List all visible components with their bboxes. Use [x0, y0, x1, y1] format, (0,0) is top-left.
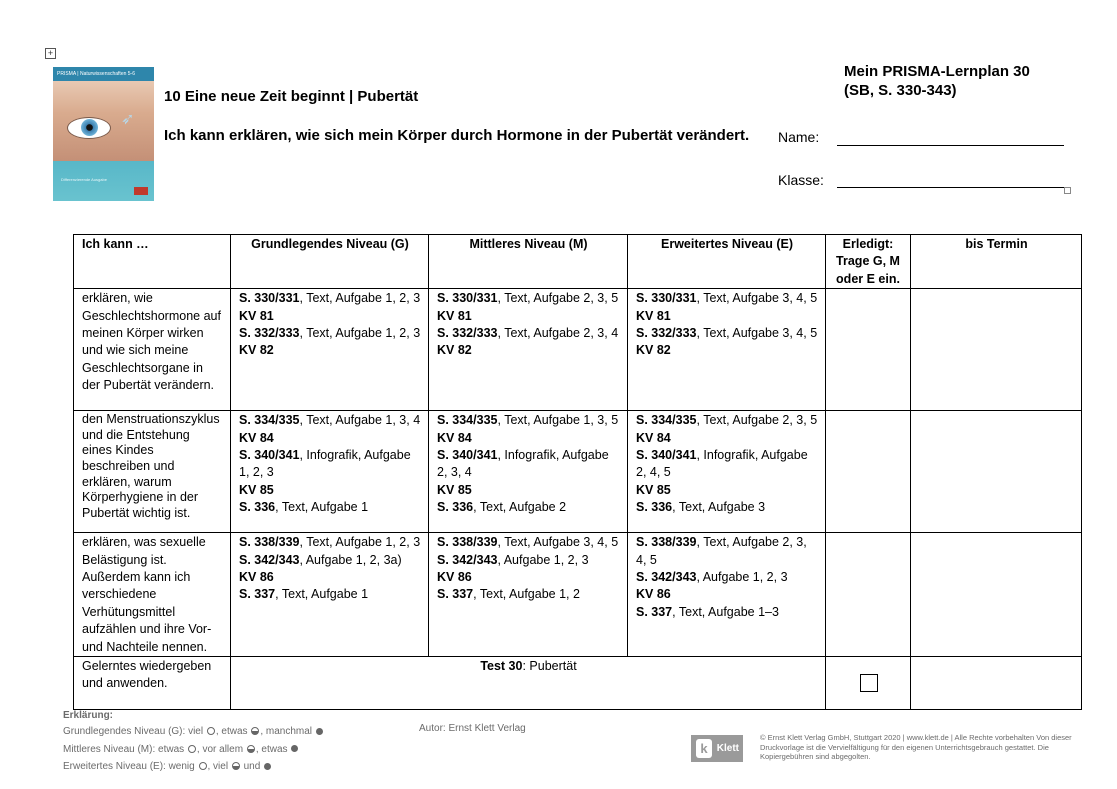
task-line: [239, 534, 421, 551]
legend-g-text-2: , etwas: [215, 726, 248, 737]
task-line: [239, 290, 421, 307]
task-reference: KV 81: [239, 308, 274, 323]
task-line: [437, 447, 620, 482]
task-reference: KV 86: [437, 570, 472, 585]
task-reference: S. 336: [636, 500, 673, 515]
task-detail: , Text, Aufgabe 2, 3, 4, 5: [636, 535, 807, 567]
task-reference: S. 334/335: [239, 413, 300, 428]
task-line: [437, 499, 620, 516]
task-line: [636, 308, 818, 325]
cover-face: [53, 81, 154, 161]
cell-done-test: [826, 657, 911, 710]
name-field[interactable]: [837, 145, 1064, 146]
task-reference: S. 342/343: [437, 552, 498, 567]
task-line: [437, 342, 620, 359]
cell-deadline[interactable]: [911, 289, 1082, 411]
task-line: [636, 534, 818, 569]
cover-bird-icon: ➶: [121, 111, 135, 128]
task-detail: , Text, Aufgabe 1, 2, 3: [299, 291, 421, 306]
chapter-title: 10 Eine neue Zeit beginnt | Pubertät: [164, 88, 419, 105]
task-line: [239, 586, 421, 603]
task-detail: , Text, Aufgabe 1, 2, 3: [299, 535, 421, 550]
task-detail: , Text, Aufgabe 1, 3, 4: [299, 413, 421, 428]
legend-title: Erklärung:: [63, 710, 114, 721]
author: Autor: Ernst Klett Verlag: [419, 723, 526, 734]
task-detail: , Infografik, Aufgabe 2, 3, 4: [437, 448, 609, 480]
cell-ich-kann: erklären, wie Geschlechtshormone auf meinen Körper wirken und wie sich meine Geschlechtsorgane in der Pubertät verändern.: [74, 289, 231, 411]
task-line: [239, 412, 421, 429]
copyright: © Ernst Klett Verlag GmbH, Stuttgart 2020 | www.klett.de | Alle Rechte vorbehalten Von dieser Druckvorlage ist die Vervielfältigung für den eigenen Unterrichtsgebrauch gestattet. Die Kopiergebühren sind abgegolten.: [760, 733, 1072, 761]
cover-iris: [81, 119, 98, 136]
cover-klett-logo-icon: [134, 187, 148, 195]
task-reference: S. 337: [636, 604, 673, 619]
task-line: [636, 482, 818, 499]
task-detail: , Text, Aufgabe 1, 3, 5: [497, 413, 619, 428]
task-detail: , Text, Aufgabe 3, 4, 5: [497, 535, 619, 550]
circle-full-icon: [264, 763, 271, 770]
test-label: Test 30: [480, 659, 523, 674]
task-line: [636, 342, 818, 359]
task-reference: KV 81: [437, 308, 472, 323]
task-reference: S. 342/343: [239, 552, 300, 567]
task-reference: S. 332/333: [636, 326, 697, 341]
task-reference: S. 330/331: [636, 291, 697, 306]
cover-eye-icon: [67, 117, 111, 139]
legend-e-text-3: und: [243, 761, 261, 772]
task-line: [636, 499, 818, 516]
klett-k-icon: k: [696, 739, 712, 758]
task-reference: KV 82: [239, 343, 274, 358]
cell-level-g: [231, 411, 429, 533]
class-field[interactable]: [837, 187, 1064, 188]
legend-e: [63, 758, 324, 776]
legend-e-text-1: Erweitertes Niveau (E): wenig: [63, 761, 195, 772]
cell-done[interactable]: [826, 411, 911, 533]
task-line: [636, 447, 818, 482]
cell-level-e: [628, 533, 826, 657]
header-level-e: Erweitertes Niveau (E): [628, 235, 826, 289]
klett-logo: [691, 735, 743, 762]
task-detail: , Text, Aufgabe 2, 3, 5: [696, 413, 818, 428]
task-line: [437, 569, 620, 586]
table-header-row: [74, 235, 1082, 289]
task-reference: S. 338/339: [239, 535, 300, 550]
task-reference: KV 81: [636, 308, 671, 323]
legend-g-text-3: , manchmal: [260, 726, 313, 737]
task-reference: KV 84: [239, 430, 274, 445]
task-line: [239, 430, 421, 447]
cell-level-m: [429, 289, 628, 411]
task-reference: S. 338/339: [437, 535, 498, 550]
task-line: [437, 552, 620, 569]
legend-m-text-2: , vor allem: [196, 743, 244, 755]
learning-plan-table: [73, 234, 1082, 710]
task-reference: S. 338/339: [636, 535, 697, 550]
task-reference: S. 337: [437, 587, 474, 602]
cell-done[interactable]: [826, 533, 911, 657]
task-reference: S. 332/333: [437, 326, 498, 341]
task-detail: , Text, Aufgabe 1–3: [672, 604, 779, 619]
cell-done[interactable]: [826, 289, 911, 411]
header-done: Erledigt: Trage G, M oder E ein.: [826, 235, 911, 289]
task-detail: , Aufgabe 1, 2, 3: [497, 552, 589, 567]
legend-m-text-3: , etwas: [255, 743, 288, 755]
legend-e-text-2: , viel: [207, 761, 229, 772]
header-level-g: Grundlegendes Niveau (G): [231, 235, 429, 289]
task-detail: , Text, Aufgabe 1: [275, 500, 369, 515]
task-detail: , Text, Aufgabe 1, 2, 3: [299, 326, 421, 341]
task-reference: S. 342/343: [636, 570, 697, 585]
task-reference: KV 86: [636, 587, 671, 602]
circle-full-icon: [291, 745, 298, 752]
cell-level-g: [231, 289, 429, 411]
table-row: [74, 289, 1082, 411]
cell-level-m: [429, 533, 628, 657]
circle-empty-icon: [188, 745, 196, 753]
cell-deadline[interactable]: [911, 411, 1082, 533]
task-reference: KV 85: [239, 482, 274, 497]
learning-goal: Ich kann erklären, wie sich mein Körper durch Hormone in der Pubertät verändert.: [164, 127, 750, 144]
task-line: [636, 290, 818, 307]
task-reference: S. 332/333: [239, 326, 300, 341]
book-cover-image: [53, 67, 154, 201]
task-detail: , Aufgabe 1, 2, 3: [696, 570, 788, 585]
task-line: [239, 499, 421, 516]
legend-m: [63, 741, 324, 759]
task-detail: , Text, Aufgabe 3, 4, 5: [696, 291, 818, 306]
task-reference: KV 85: [636, 482, 671, 497]
task-line: [239, 325, 421, 342]
circle-half-icon: [251, 727, 259, 735]
task-detail: , Text, Aufgabe 1: [275, 587, 369, 602]
task-reference: KV 84: [437, 430, 472, 445]
task-line: [239, 552, 421, 569]
cell-deadline-test[interactable]: [911, 657, 1082, 710]
done-checkbox[interactable]: [860, 674, 878, 692]
legend: [63, 709, 324, 776]
task-reference: KV 85: [437, 482, 472, 497]
task-reference: S. 336: [437, 500, 474, 515]
cell-ich-kann: erklären, was sexuelle Belästigung ist. Außerdem kann ich verschiedene Verhütungsmittel aufzählen und ihre Vor- und Nachteile nennen.: [74, 533, 231, 657]
task-reference: S. 330/331: [239, 291, 300, 306]
klett-logo-text: Klett: [716, 743, 739, 754]
plan-title: [844, 62, 1030, 100]
task-reference: S. 336: [239, 500, 276, 515]
task-reference: S. 340/341: [437, 448, 498, 463]
task-detail: , Text, Aufgabe 2, 3, 4: [497, 326, 619, 341]
plan-title-line1: Mein PRISMA-Lernplan 30: [844, 63, 1030, 80]
circle-empty-icon: [207, 727, 215, 735]
plan-title-line2: (SB, S. 330-343): [844, 82, 957, 99]
task-reference: S. 334/335: [636, 413, 697, 428]
task-detail: , Text, Aufgabe 2: [473, 500, 567, 515]
task-line: [437, 430, 620, 447]
task-detail: , Infografik, Aufgabe 1, 2, 3: [239, 448, 411, 480]
task-reference: S. 340/341: [239, 448, 300, 463]
task-reference: KV 82: [636, 343, 671, 358]
cell-level-g: [231, 533, 429, 657]
task-detail: , Text, Aufgabe 3: [672, 500, 766, 515]
task-line: [239, 308, 421, 325]
task-line: [239, 569, 421, 586]
circle-empty-icon: [199, 762, 207, 770]
task-line: [636, 569, 818, 586]
header-level-m: Mittleres Niveau (M): [429, 235, 628, 289]
legend-g: [63, 723, 324, 741]
table-move-handle-icon[interactable]: +: [45, 48, 56, 59]
cell-level-e: [628, 411, 826, 533]
task-line: [437, 308, 620, 325]
table-row: [74, 533, 1082, 657]
task-line: [239, 447, 421, 482]
cell-ich-kann: den Menstruationszyklus und die Entstehung eines Kindes beschreiben und erklären, warum Körperhygiene in der Pubertät wichtig ist.: [74, 411, 231, 533]
cell-ich-kann: Gelerntes wiedergeben und anwenden.: [74, 657, 231, 710]
class-label: Klasse:: [778, 172, 824, 188]
task-reference: KV 86: [239, 570, 274, 585]
task-line: [437, 290, 620, 307]
task-line: [239, 342, 421, 359]
cover-subtitle: Differenzierende Ausgabe: [61, 177, 107, 182]
name-label: Name:: [778, 129, 820, 145]
cell-test: [231, 657, 826, 710]
resize-handle-icon[interactable]: [1064, 187, 1071, 194]
task-line: [636, 430, 818, 447]
task-detail: , Infografik, Aufgabe 2, 4, 5: [636, 448, 808, 480]
header-ich-kann: Ich kann …: [74, 235, 231, 289]
circle-half-icon: [232, 762, 240, 770]
header-deadline: bis Termin: [911, 235, 1082, 289]
task-line: [239, 482, 421, 499]
legend-g-text-1: Grundlegendes Niveau (G): viel: [63, 726, 204, 737]
task-reference: S. 330/331: [437, 291, 498, 306]
circle-full-icon: [316, 728, 323, 735]
table-row-test: [74, 657, 1082, 710]
task-line: [437, 412, 620, 429]
task-reference: S. 334/335: [437, 413, 498, 428]
cell-level-m: [429, 411, 628, 533]
cell-level-e: [628, 289, 826, 411]
circle-half-icon: [247, 745, 255, 753]
task-detail: , Text, Aufgabe 2, 3, 5: [497, 291, 619, 306]
task-detail: , Aufgabe 1, 2, 3a): [299, 552, 402, 567]
cell-deadline[interactable]: [911, 533, 1082, 657]
task-line: [636, 586, 818, 603]
test-topic: : Pubertät: [522, 659, 577, 674]
task-reference: S. 337: [239, 587, 276, 602]
task-detail: , Text, Aufgabe 3, 4, 5: [696, 326, 818, 341]
task-reference: KV 82: [437, 343, 472, 358]
task-line: [437, 325, 620, 342]
task-reference: S. 340/341: [636, 448, 697, 463]
legend-m-text-1: Mittleres Niveau (M): etwas: [63, 743, 185, 755]
task-line: [437, 482, 620, 499]
table-row: [74, 411, 1082, 533]
task-line: [636, 412, 818, 429]
cover-band: PRISMA | Naturwissenschaften 5-6: [53, 67, 154, 81]
task-line: [437, 534, 620, 551]
task-reference: KV 84: [636, 430, 671, 445]
task-detail: , Text, Aufgabe 1, 2: [473, 587, 580, 602]
task-line: [636, 604, 818, 621]
task-line: [636, 325, 818, 342]
task-line: [437, 586, 620, 603]
